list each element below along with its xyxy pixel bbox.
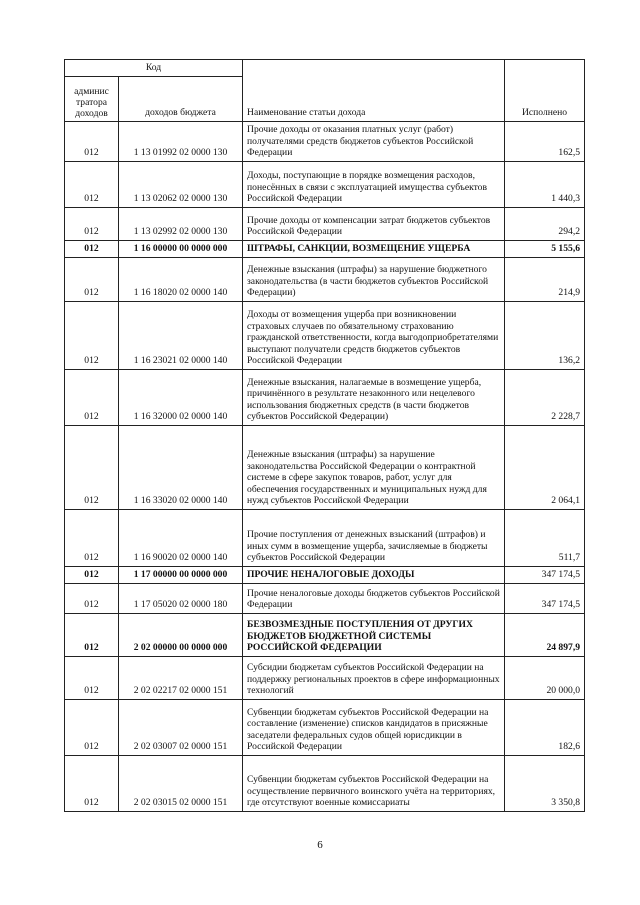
table-row [65, 369, 585, 425]
executed-value: 136,2 [505, 301, 585, 369]
revenue-name: ШТРАФЫ, САНКЦИИ, ВОЗМЕЩЕНИЕ УЩЕРБА [243, 240, 505, 257]
table-row [65, 509, 585, 566]
admin-column-header: админис тратора доходов [65, 76, 119, 121]
revenue-name: ПРОЧИЕ НЕНАЛОГОВЫЕ ДОХОДЫ [243, 566, 505, 583]
revenue-name: Прочие доходы от компенсации затрат бюджетов субъектов Российской Федерации [243, 207, 505, 240]
value-column-header: Исполнено [505, 60, 585, 122]
executed-value: 3 350,8 [505, 755, 585, 811]
admin-code: 012 [65, 699, 119, 755]
revenue-name: Денежные взыскания (штрафы) за нарушение законодательства Российской Федерации о контрактной системе в сфере закупок товаров, работ, услуг для обеспечения государственных и муниципальных нужд для нужд субъектов Российской Федерации [243, 425, 505, 509]
revenue-name: Прочие доходы от оказания платных услуг (работ) получателями средств бюджетов субъектов Российской Федерации [243, 121, 505, 161]
admin-code: 012 [65, 369, 119, 425]
table-row [65, 583, 585, 613]
table-row [65, 301, 585, 369]
budget-code: 1 16 23021 02 0000 140 [119, 301, 243, 369]
admin-code: 012 [65, 161, 119, 207]
table-row [65, 121, 585, 161]
executed-value: 2 228,7 [505, 369, 585, 425]
budget-code: 1 13 02062 02 0000 130 [119, 161, 243, 207]
revenue-name: Прочие поступления от денежных взысканий (штрафов) и иных сумм в возмещение ущерба, зачисляемые в бюджеты субъектов Российской Федерации [243, 509, 505, 566]
admin-code: 012 [65, 301, 119, 369]
budget-code: 2 02 03007 02 0000 151 [119, 699, 243, 755]
budget-code: 1 17 00000 00 0000 000 [119, 566, 243, 583]
revenue-table [64, 59, 585, 812]
executed-value: 2 064,1 [505, 425, 585, 509]
revenue-name: Денежные взыскания (штрафы) за нарушение бюджетного законодательства (в части бюджетов субъектов Российской Федерации) [243, 257, 505, 301]
admin-code: 012 [65, 257, 119, 301]
executed-value: 1 440,3 [505, 161, 585, 207]
executed-value: 162,5 [505, 121, 585, 161]
table-row [65, 207, 585, 240]
name-column-header: Наименование статьи дохода [243, 60, 505, 122]
budget-code: 2 02 02217 02 0000 151 [119, 656, 243, 699]
budget-code: 1 16 32000 02 0000 140 [119, 369, 243, 425]
budget-code: 1 16 90020 02 0000 140 [119, 509, 243, 566]
executed-value: 214,9 [505, 257, 585, 301]
admin-code: 012 [65, 566, 119, 583]
executed-value: 24 897,9 [505, 613, 585, 656]
revenue-name: Доходы от возмещения ущерба при возникновении страховых случаев по обязательному страхованию гражданской ответственности, когда выгодоприобретателями выступают получатели средств бюджетов субъектов Российской Федерации [243, 301, 505, 369]
budget-code: 2 02 00000 00 0000 000 [119, 613, 243, 656]
section-row [65, 613, 585, 656]
admin-code: 012 [65, 207, 119, 240]
revenue-name: Субсидии бюджетам субъектов Российской Федерации на поддержку региональных проектов в сфере информационных технологий [243, 656, 505, 699]
admin-code: 012 [65, 583, 119, 613]
budget-code: 1 17 05020 02 0000 180 [119, 583, 243, 613]
revenue-name: Субвенции бюджетам субъектов Российской Федерации на осуществление первичного воинского учёта на территориях, где отсутствуют военные комиссариаты [243, 755, 505, 811]
admin-code: 012 [65, 425, 119, 509]
table-row [65, 699, 585, 755]
table-row [65, 425, 585, 509]
section-row [65, 240, 585, 257]
executed-value: 347 174,5 [505, 566, 585, 583]
code-group-header: Код [65, 60, 243, 77]
executed-value: 20 000,0 [505, 656, 585, 699]
table-row [65, 257, 585, 301]
executed-value: 294,2 [505, 207, 585, 240]
budget-code: 1 16 00000 00 0000 000 [119, 240, 243, 257]
admin-code: 012 [65, 755, 119, 811]
budget-code: 1 13 02992 02 0000 130 [119, 207, 243, 240]
revenue-name: Прочие неналоговые доходы бюджетов субъектов Российской Федерации [243, 583, 505, 613]
admin-code: 012 [65, 240, 119, 257]
budget-code: 1 16 33020 02 0000 140 [119, 425, 243, 509]
executed-value: 511,7 [505, 509, 585, 566]
budget-code: 1 16 18020 02 0000 140 [119, 257, 243, 301]
table-row [65, 755, 585, 811]
revenue-name: Субвенции бюджетам субъектов Российской Федерации на составление (изменение) списков кандидатов в присяжные заседатели федеральных судов общей юрисдикции в Российской Федерации [243, 699, 505, 755]
code-column-header: доходов бюджета [119, 76, 243, 121]
header-row-top [65, 60, 585, 77]
executed-value: 5 155,6 [505, 240, 585, 257]
table-row [65, 161, 585, 207]
revenue-name: Доходы, поступающие в порядке возмещения расходов, понесённых в связи с эксплуатацией имущества субъектов Российской Федерации [243, 161, 505, 207]
table-row [65, 656, 585, 699]
executed-value: 347 174,5 [505, 583, 585, 613]
budget-code: 2 02 03015 02 0000 151 [119, 755, 243, 811]
admin-code: 012 [65, 121, 119, 161]
admin-code: 012 [65, 509, 119, 566]
budget-code: 1 13 01992 02 0000 130 [119, 121, 243, 161]
page-number: 6 [317, 839, 323, 851]
revenue-name: БЕЗВОЗМЕЗДНЫЕ ПОСТУПЛЕНИЯ ОТ ДРУГИХ БЮДЖЕТОВ БЮДЖЕТНОЙ СИСТЕМЫ РОССИЙСКОЙ ФЕДЕРАЦИИ [243, 613, 505, 656]
admin-code: 012 [65, 656, 119, 699]
executed-value: 182,6 [505, 699, 585, 755]
section-row [65, 566, 585, 583]
admin-code: 012 [65, 613, 119, 656]
revenue-name: Денежные взыскания, налагаемые в возмещение ущерба, причинённого в результате незаконного или нецелевого использования бюджетных средств (в части бюджетов субъектов Российской Федерации) [243, 369, 505, 425]
